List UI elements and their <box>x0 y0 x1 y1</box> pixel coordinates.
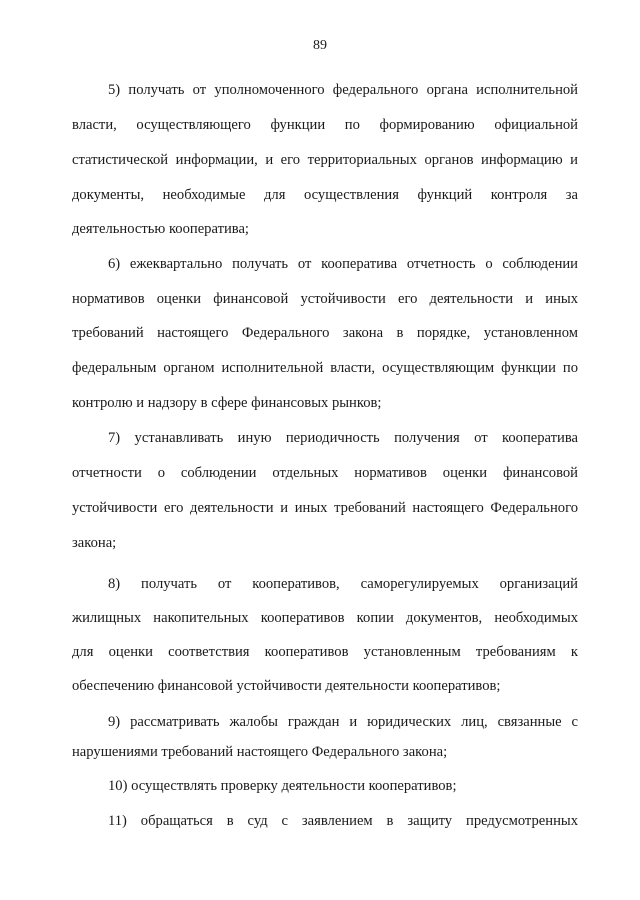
text-line: 6) ежеквартально получать от кооператива отчетность о соблюдении <box>108 256 578 272</box>
text-line: нормативов оценки финансовой устойчивости его деятельности и иных <box>72 291 578 307</box>
text-line: устойчивости его деятельности и иных требований настоящего Федерального <box>72 500 578 516</box>
text-line: для оценки соответствия кооперативов установленным требованиям к <box>72 644 578 660</box>
text-line: 10) осуществлять проверку деятельности кооперативов; <box>108 778 457 794</box>
text-line: 8) получать от кооперативов, саморегулируемых организаций <box>108 576 578 592</box>
text-line: деятельностью кооператива; <box>72 221 249 237</box>
text-line: документы, необходимые для осуществления функций контроля за <box>72 187 578 203</box>
text-line: власти, осуществляющего функции по формированию официальной <box>72 117 578 133</box>
text-line: федеральным органом исполнительной власти, осуществляющим функции по <box>72 360 578 376</box>
text-line: жилищных накопительных кооперативов копии документов, необходимых <box>72 610 578 626</box>
text-line: 9) рассматривать жалобы граждан и юридических лиц, связанные с <box>108 714 578 730</box>
page-number: 89 <box>313 38 327 53</box>
text-line: закона; <box>72 535 117 551</box>
text-line: 7) устанавливать иную периодичность получения от кооператива <box>108 430 578 446</box>
text-line: контролю и надзору в сфере финансовых рынков; <box>72 395 382 411</box>
text-line: статистической информации, и его территориальных органов информацию и <box>72 152 578 168</box>
text-line: 5) получать от уполномоченного федерального органа исполнительной <box>108 82 578 98</box>
text-line: отчетности о соблюдении отдельных нормативов оценки финансовой <box>72 465 578 481</box>
text-line: 11) обращаться в суд с заявлением в защиту предусмотренных <box>108 813 578 829</box>
text-line: обеспечению финансовой устойчивости деятельности кооперативов; <box>72 678 501 694</box>
text-line: требований настоящего Федерального закона в порядке, установленном <box>72 325 578 341</box>
text-line: нарушениями требований настоящего Федерального закона; <box>72 744 448 760</box>
